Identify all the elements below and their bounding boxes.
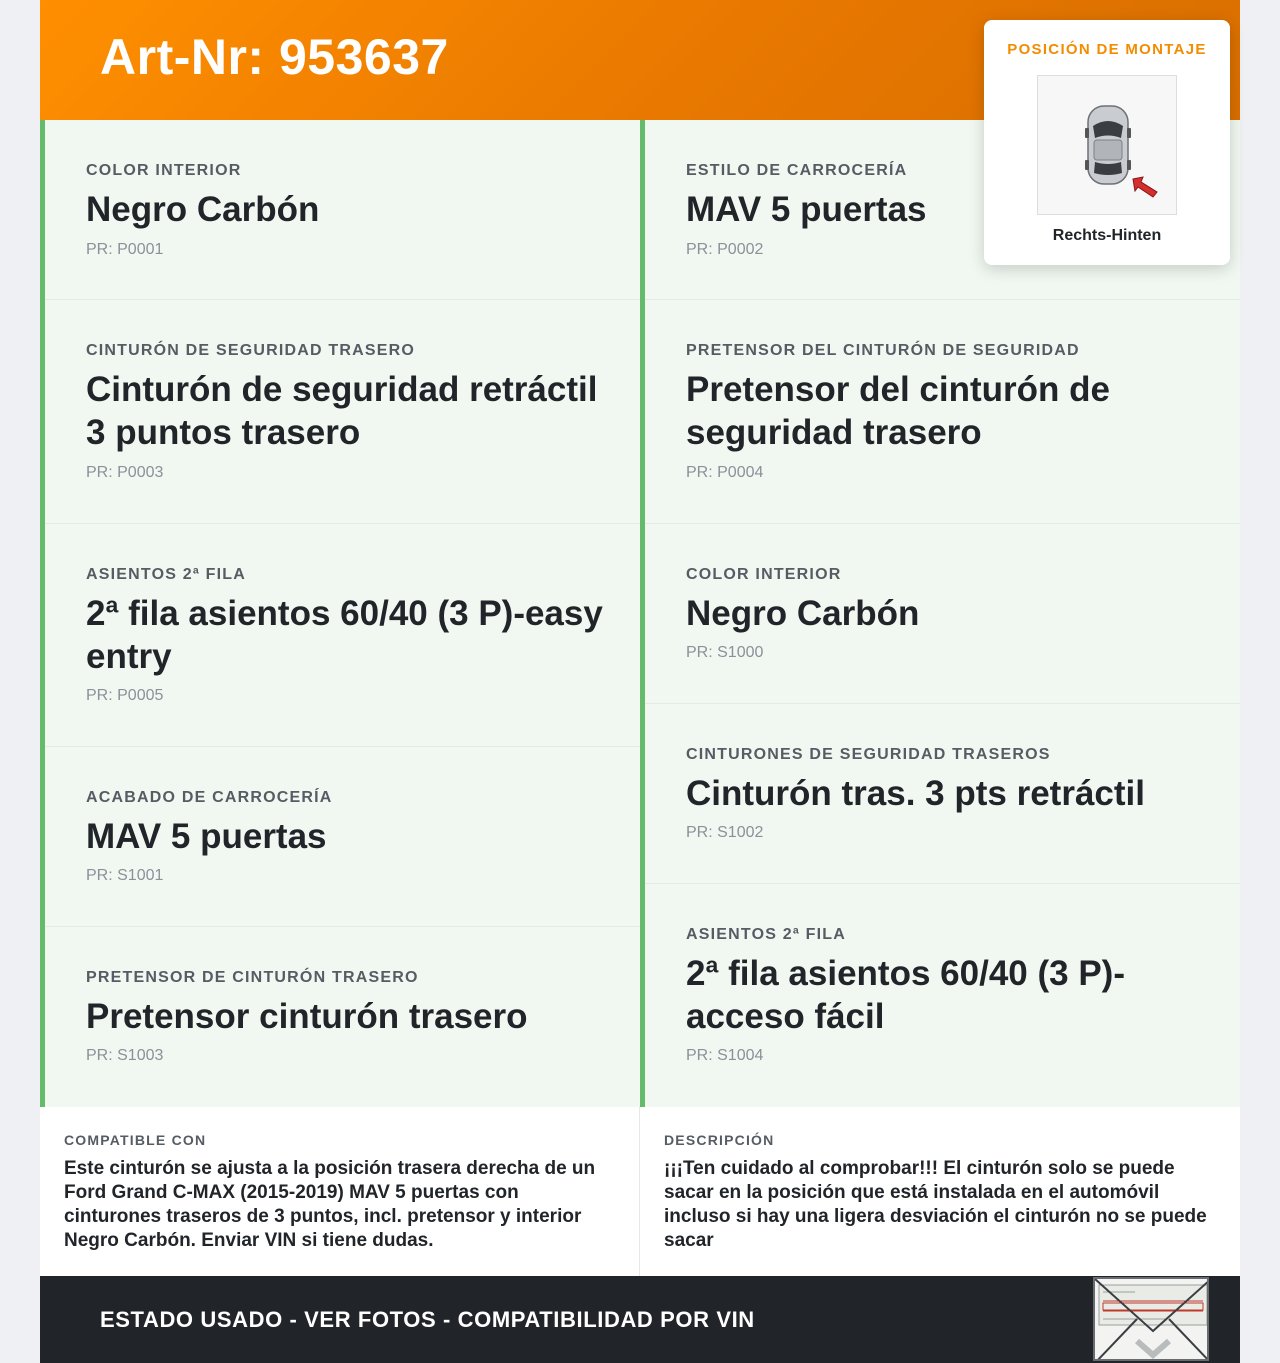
position-arrow-icon	[1130, 174, 1160, 200]
spec-value: Cinturón de seguridad retráctil 3 puntos trasero	[86, 370, 598, 452]
spec-label: PRETENSOR DE CINTURÓN TRASERO	[86, 969, 419, 986]
description-text: ¡¡¡Ten cuidado al comprobar!!! El cinturón solo se puede sacar en la posición que está instalada en el automóvil incluso si hay una ligera desviación el cinturón no se puede sacar	[664, 1158, 1207, 1251]
spec-label: CINTURONES DE SEGURIDAD TRASEROS	[686, 746, 1051, 763]
footer-bar	[40, 1276, 1240, 1363]
mounting-title: POSICIÓN DE MONTAJE	[1007, 41, 1207, 58]
mounting-position-label: Rechts-Hinten	[1052, 227, 1162, 244]
spec-pr-code: PR: S1003	[86, 1047, 164, 1064]
spec-cell	[645, 300, 1240, 524]
description-label: DESCRIPCIÓN	[664, 1132, 775, 1148]
spec-label: CINTURÓN DE SEGURIDAD TRASERO	[86, 342, 416, 359]
vin-envelope-icon	[1093, 1277, 1209, 1361]
spec-cell	[45, 300, 640, 524]
spec-pr-code: PR: S1001	[86, 867, 164, 884]
spec-value: MAV 5 puertas	[86, 817, 327, 856]
spec-pr-code: PR: P0003	[86, 464, 164, 481]
compatible-panel	[40, 1107, 640, 1276]
spec-cell	[45, 747, 640, 927]
product-sheet	[40, 0, 1240, 1363]
compatible-label: COMPATIBLE CON	[64, 1132, 207, 1148]
spec-value: Negro Carbón	[86, 190, 320, 229]
spec-pr-code: PR: P0002	[686, 241, 764, 258]
article-number: Art-Nr: 953637	[100, 29, 449, 85]
spec-label: COLOR INTERIOR	[86, 162, 242, 179]
spec-cell	[645, 524, 1240, 704]
spec-value: Pretensor del cinturón de seguridad trasero	[686, 370, 1110, 452]
right-spec-column	[640, 120, 1240, 1107]
spec-pr-code: PR: S1004	[686, 1047, 764, 1064]
spec-cell	[45, 927, 640, 1107]
spec-pr-code: PR: P0005	[86, 687, 164, 704]
left-spec-column	[40, 120, 640, 1107]
spec-cell	[45, 120, 640, 300]
car-top-view-icon	[1037, 75, 1177, 215]
spec-value: Cinturón tras. 3 pts retráctil	[686, 774, 1145, 813]
spec-pr-code: PR: P0004	[686, 464, 764, 481]
spec-value: Pretensor cinturón trasero	[86, 997, 528, 1036]
spec-cell	[45, 524, 640, 747]
spec-pr-code: PR: S1000	[686, 644, 764, 661]
spec-cell	[645, 704, 1240, 884]
mounting-position-card	[984, 20, 1230, 265]
spec-label: ACABADO DE CARROCERÍA	[86, 789, 333, 806]
spec-value: MAV 5 puertas	[686, 190, 927, 229]
spec-cell	[645, 884, 1240, 1107]
spec-label: ASIENTOS 2ª FILA	[686, 926, 846, 943]
spec-label: PRETENSOR DEL CINTURÓN DE SEGURIDAD	[686, 342, 1080, 359]
footer-text: ESTADO USADO - VER FOTOS - COMPATIBILIDAD POR VIN	[100, 1307, 755, 1332]
description-panel	[640, 1107, 1240, 1276]
spec-value: Negro Carbón	[686, 594, 920, 633]
spec-label: ASIENTOS 2ª FILA	[86, 566, 246, 583]
spec-pr-code: PR: P0001	[86, 241, 164, 258]
spec-value: 2ª fila asientos 60/40 (3 P)-acceso fácil	[686, 954, 1125, 1036]
spec-pr-code: PR: S1002	[686, 824, 764, 841]
spec-value: 2ª fila asientos 60/40 (3 P)-easy entry	[86, 594, 603, 676]
spec-label: ESTILO DE CARROCERÍA	[686, 162, 908, 179]
compatible-text: Este cinturón se ajusta a la posición trasera derecha de un Ford Grand C-MAX (2015-2019) MAV 5 puertas con cinturones traseros de 3 puntos, incl. pretensor y interior Negro Carbón. Enviar VIN si tiene dudas.	[64, 1158, 596, 1251]
spec-label: COLOR INTERIOR	[686, 566, 842, 583]
